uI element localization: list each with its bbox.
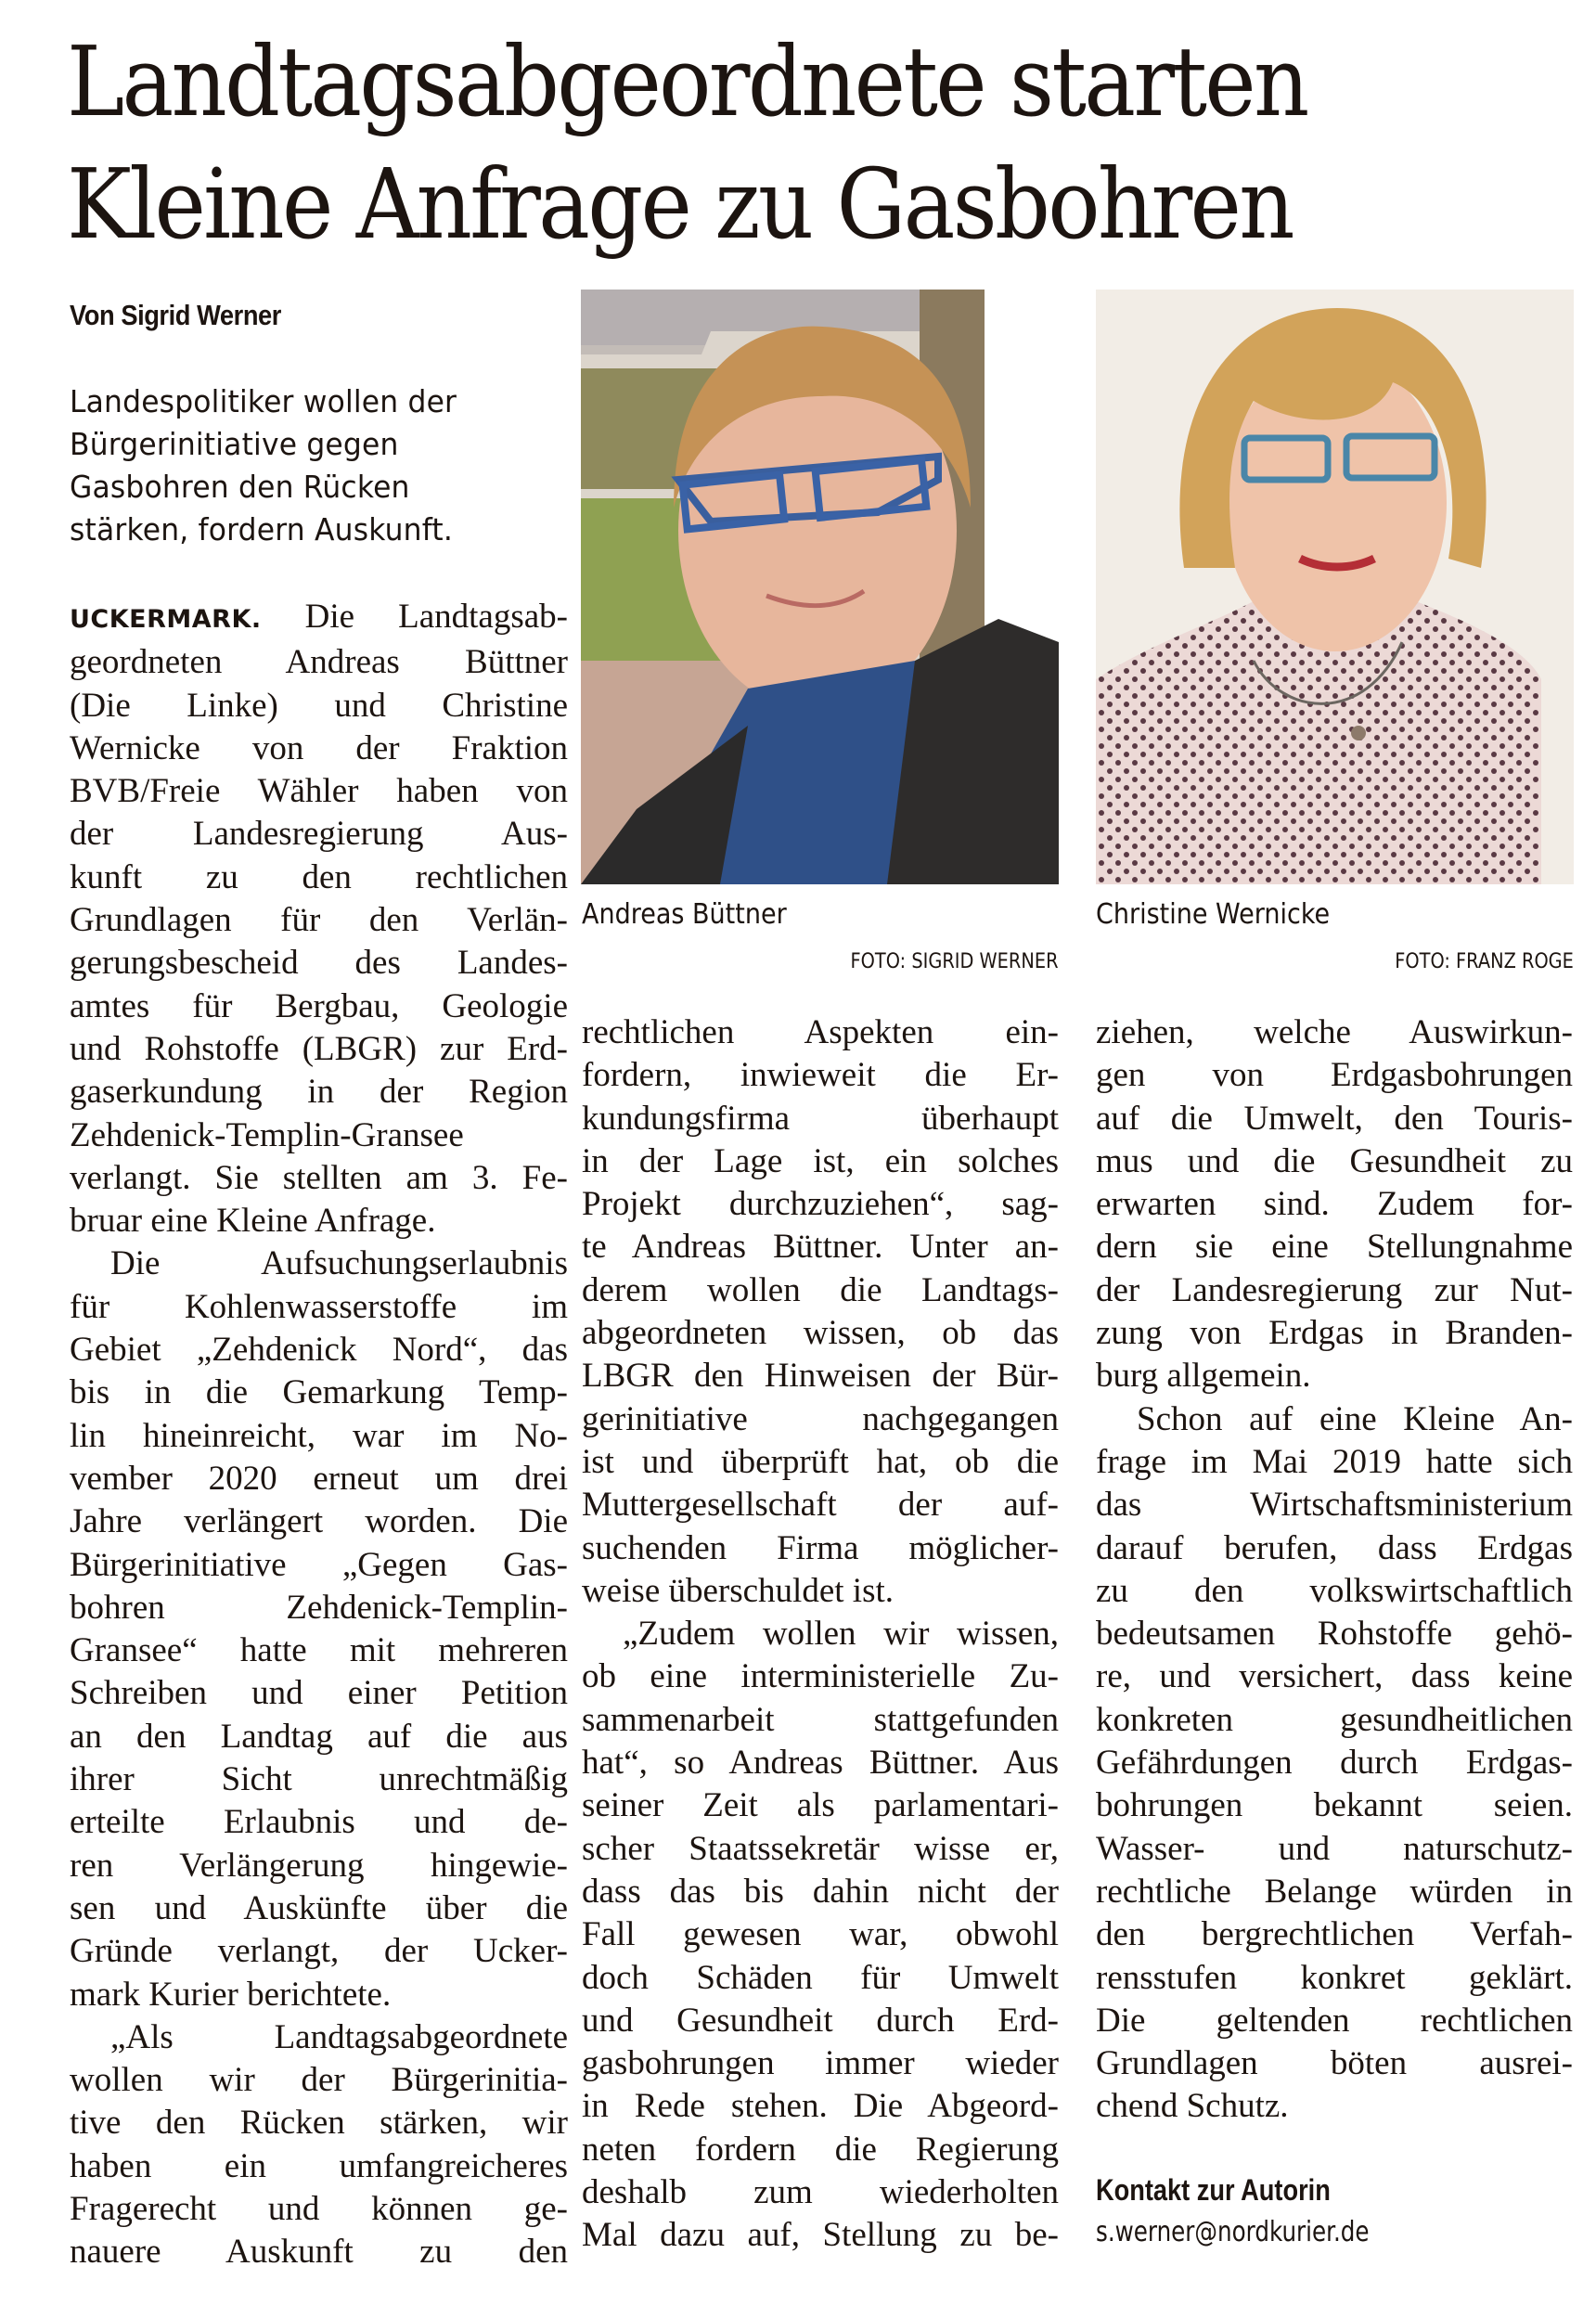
body-line: wollen wir der Bürgerinitia- xyxy=(70,2061,568,2100)
body-line: (Die Linke) und Christine xyxy=(70,686,568,725)
contact-heading: Kontakt zur Autorin xyxy=(1096,2173,1331,2207)
photo-credit-text: FOTO: SIGRID WERNER xyxy=(850,950,1059,973)
body-line: für Kohlenwasserstoffe im xyxy=(70,1287,568,1326)
body-line: an den Landtag auf die aus xyxy=(70,1717,568,1756)
lead-line: stärken, fordern Auskunft. xyxy=(70,511,454,547)
body-line: Fall gewesen war, obwohl xyxy=(582,1915,1059,1954)
lead-line: Landespolitiker wollen der xyxy=(70,383,457,419)
photo-caption-andreas-buettner: Andreas Büttner xyxy=(582,898,787,931)
dateline: UCKERMARK. xyxy=(70,605,262,634)
photo-credit-text: FOTO: FRANZ ROGE xyxy=(1395,950,1574,973)
body-line: gen von Erdgasbohrungen xyxy=(1096,1056,1573,1095)
body-line: ob eine interministerielle Zu- xyxy=(582,1657,1059,1696)
photo-christine-wernicke xyxy=(1096,290,1574,884)
body-line: bruar eine Kleine Anfrage. xyxy=(70,1202,436,1241)
body-line: bohren Zehdenick-Templin- xyxy=(70,1588,568,1627)
man-portrait-image xyxy=(581,290,1059,884)
woman-portrait-image xyxy=(1096,290,1574,884)
body-line: der Landesregierung zur Nut- xyxy=(1096,1270,1573,1309)
body-line: derem wollen die Landtags- xyxy=(582,1270,1059,1309)
body-line: „Zudem wollen wir wissen, xyxy=(623,1615,1059,1654)
body-line: gerinitiative nachgegangen xyxy=(582,1399,1059,1438)
body-line: deshalb zum wiederholten xyxy=(582,2173,1059,2212)
body-line: Gransee“ hatte mit mehreren xyxy=(70,1631,568,1670)
body-line: neten fordern die Regierung xyxy=(582,2130,1059,2169)
body-line: Grundlagen für den Verlän- xyxy=(70,901,568,940)
contact-email-link[interactable]: s.werner@nordkurier.de xyxy=(1096,2216,1370,2248)
body-line: gaserkundung in der Region xyxy=(70,1073,568,1112)
body-line: Die geltenden rechtlichen xyxy=(1096,2001,1573,2040)
lead-line: Gasbohren den Rücken xyxy=(70,469,410,505)
body-line: kunft zu den rechtlichen xyxy=(70,857,568,896)
body-line: abgeordneten wissen, ob das xyxy=(582,1314,1059,1353)
body-line: lin hineinreicht, war im No- xyxy=(70,1416,568,1455)
body-line: und Gesundheit durch Erd- xyxy=(582,2001,1059,2040)
body-line: dass das bis dahin nicht der xyxy=(582,1872,1059,1911)
body-line: gasbohrungen immer wieder xyxy=(582,2044,1059,2083)
body-line: das Wirtschaftsministerium xyxy=(1096,1486,1573,1525)
body-line: rechtliche Belange würden in xyxy=(1096,1872,1573,1911)
body-line: bis in die Gemarkung Temp- xyxy=(70,1373,568,1412)
body-line: scher Staatssekretär wisse er, xyxy=(582,1829,1059,1868)
body-column-2 xyxy=(582,1011,1059,2258)
headline-line-1: Landtagsabgeordnete starten xyxy=(67,25,1307,138)
body-line: Zehdenick-Templin-Gransee xyxy=(70,1115,464,1154)
body-line: burg allgemein. xyxy=(1096,1357,1311,1396)
body-line: Jahre verlängert worden. Die xyxy=(70,1502,568,1541)
body-line: „Als Landtagsabgeordnete xyxy=(110,2017,568,2056)
body-line: Wasser- und naturschutz- xyxy=(1096,1829,1573,1868)
body-column-1 xyxy=(70,596,568,2274)
body-line: hat“, so Andreas Büttner. Aus xyxy=(582,1744,1059,1783)
body-line: Wernicke von der Fraktion xyxy=(70,728,568,767)
body-line: zu den volkswirtschaftlich xyxy=(1096,1571,1573,1610)
body-line: gerungsbescheid des Landes- xyxy=(70,944,568,983)
body-line: fordern, inwieweit die Er- xyxy=(582,1056,1059,1095)
photo-andreas-buettner xyxy=(581,290,1059,884)
body-line: Gefährdungen durch Erdgas- xyxy=(1096,1744,1573,1783)
headline xyxy=(67,20,1403,265)
body-line: rechtlichen Aspekten ein- xyxy=(582,1013,1059,1051)
body-line: in der Lage ist, ein solches xyxy=(582,1141,1059,1180)
body-line: vember 2020 erneut um drei xyxy=(70,1459,568,1498)
body-line: haben ein umfangreicheres xyxy=(70,2146,568,2185)
body-line: seiner Zeit als parlamentari- xyxy=(582,1786,1059,1825)
body-line: Bürgerinitiative „Gegen Gas- xyxy=(70,1545,568,1584)
body-line: in Rede stehen. Die Abgeord- xyxy=(582,2087,1059,2126)
lead-paragraph xyxy=(70,380,563,551)
body-line: ziehen, welche Auswirkun- xyxy=(1096,1013,1573,1051)
body-line: bohrungen bekannt seien. xyxy=(1096,1786,1573,1825)
body-line: ren Verlängerung hingewie- xyxy=(70,1846,568,1885)
body-line: Muttergesellschaft der auf- xyxy=(582,1486,1059,1525)
body-line: tive den Rücken stärken, wir xyxy=(70,2104,568,2143)
body-line: konkreten gesundheitlichen xyxy=(1096,1700,1573,1739)
photo-caption-christine-wernicke: Christine Wernicke xyxy=(1096,898,1331,931)
body-line: Fragerecht und können ge- xyxy=(70,2189,568,2228)
body-line: mus und die Gesundheit zu xyxy=(1096,1141,1573,1180)
body-line: Mal dazu auf, Stellung zu be- xyxy=(582,2216,1059,2255)
body-line: Die Aufsuchungserlaubnis xyxy=(110,1244,568,1283)
body-line: ihrer Sicht unrechtmäßig xyxy=(70,1760,568,1799)
body-line: UCKERMARK. Die Landtagsab- xyxy=(70,598,568,636)
body-line: den bergrechtlichen Verfah- xyxy=(1096,1915,1573,1954)
body-line: erteilte Erlaubnis und de- xyxy=(70,1803,568,1842)
body-line: doch Schäden für Umwelt xyxy=(582,1958,1059,1997)
body-line: suchenden Firma möglicher- xyxy=(582,1528,1059,1567)
byline: Von Sigrid Werner xyxy=(70,299,281,331)
body-line: und Rohstoffe (LBGR) zur Erd- xyxy=(70,1029,568,1068)
body-line: chend Schutz. xyxy=(1096,2087,1289,2126)
body-line: zung von Erdgas in Branden- xyxy=(1096,1314,1573,1353)
photo-credit-sigrid-werner xyxy=(581,950,1059,973)
body-line: Grundlagen böten ausrei- xyxy=(1096,2044,1573,2083)
photo-credit-franz-roge xyxy=(1096,950,1574,973)
body-line: amtes für Bergbau, Geologie xyxy=(70,986,568,1025)
body-line: rensstufen konkret geklärt. xyxy=(1096,1958,1573,1997)
body-line: bedeutsamen Rohstoffe gehö- xyxy=(1096,1615,1573,1654)
body-line: kundungsfirma überhaupt xyxy=(582,1099,1059,1138)
body-line: Gründe verlangt, der Ucker- xyxy=(70,1932,568,1971)
body-line: Schon auf eine Kleine An- xyxy=(1137,1399,1573,1438)
body-line: frage im Mai 2019 hatte sich xyxy=(1096,1442,1573,1481)
body-line: te Andreas Büttner. Unter an- xyxy=(582,1228,1059,1267)
body-line: Projekt durchzuziehen“, sag- xyxy=(582,1185,1059,1224)
body-line: BVB/Freie Wähler haben von xyxy=(70,772,568,811)
body-line: re, und versichert, dass keine xyxy=(1096,1657,1573,1696)
body-line: mark Kurier berichtete. xyxy=(70,1975,392,2014)
body-line: nauere Auskunft zu den xyxy=(70,2233,568,2272)
body-line: dern sie eine Stellungnahme xyxy=(1096,1228,1573,1267)
body-line: darauf berufen, dass Erdgas xyxy=(1096,1528,1573,1567)
lead-line: Bürgerinitiative gegen xyxy=(70,426,399,462)
body-line: ist und überprüft hat, ob die xyxy=(582,1442,1059,1481)
body-line: LBGR den Hinweisen der Bür- xyxy=(582,1357,1059,1396)
body-line: weise überschuldet ist. xyxy=(582,1571,894,1610)
body-line: geordneten Andreas Büttner xyxy=(70,643,568,682)
body-line: Schreiben und einer Petition xyxy=(70,1674,568,1713)
body-line: sen und Auskünfte über die xyxy=(70,1888,568,1927)
body-line: der Landesregierung Aus- xyxy=(70,815,568,854)
body-line: auf die Umwelt, den Touris- xyxy=(1096,1099,1573,1138)
headline-line-2: Kleine Anfrage zu Gasbohren xyxy=(67,148,1293,261)
body-line: Gebiet „Zehdenick Nord“, das xyxy=(70,1331,568,1370)
body-column-3 xyxy=(1096,1011,1573,2129)
body-line: verlangt. Sie stellten am 3. Fe- xyxy=(70,1158,568,1197)
body-line: erwarten sind. Zudem for- xyxy=(1096,1185,1573,1224)
body-line: sammenarbeit stattgefunden xyxy=(582,1700,1059,1739)
